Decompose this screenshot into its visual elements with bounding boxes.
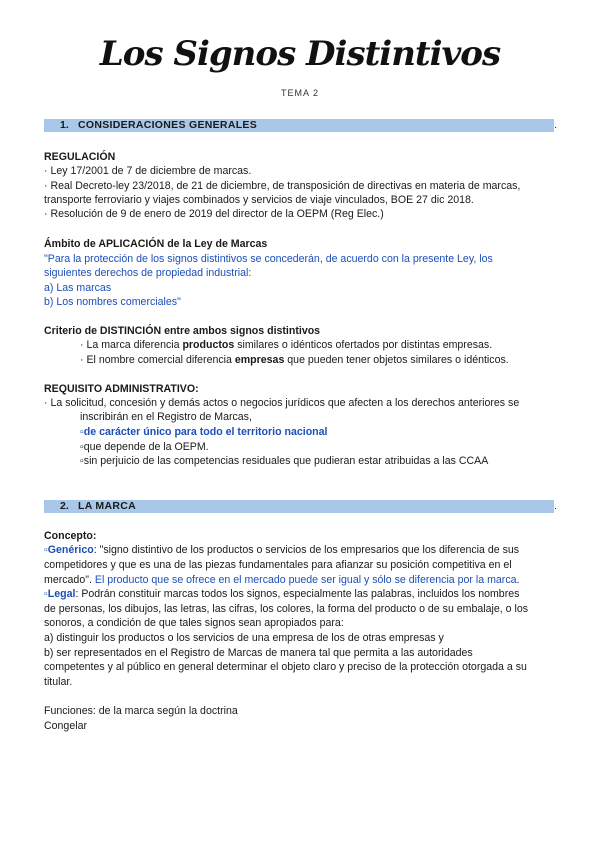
legal-item-b-1: b) ser representados en el Registro de Marcas de manera tal que permita a las autoridades [44, 647, 473, 659]
ambito-quote-b: siguientes derechos de propiedad industrial: [44, 267, 252, 279]
regulacion-line-2b: transporte ferroviario y viajes combinados y servicios de viaje vinculados, BOE 27 dic 2018. [44, 194, 474, 206]
requisito-line-b: inscribirán en el Registro de Marcas, [80, 411, 252, 423]
criterio-line-2-bold: empresas [234, 354, 285, 366]
generico-line-3-black: mercado". [44, 574, 95, 586]
regulacion-line-2a: · Real Decreto-ley 23/2018, de 21 de diciembre, de transposición de directivas en materia de marcas, [44, 180, 521, 192]
section-2-header [44, 500, 557, 513]
generico-line-1-text: : "signo distintivo de los productos o servicios de los empresarios que los diferencia de sus [93, 544, 520, 556]
bullet-marker: ▫ [44, 544, 48, 556]
requisito-bullet-3 [80, 455, 488, 468]
legal-line-2: de personas, los dibujos, las letras, las cifras, los colores, la forma del producto o de su embalaje, o los [44, 603, 529, 615]
funciones-line: Funciones: de la marca según la doctrina [44, 705, 238, 717]
section-1-header [44, 119, 557, 132]
criterio-line-2-pre: · El nombre comercial diferencia [80, 354, 235, 366]
regulacion-heading: REGULACIÓN [44, 151, 116, 163]
section-1-number: 1. [60, 119, 69, 131]
legal-item-b-2: competentes y al público en general determinar el objeto claro y preciso de la protección otorgada a su [44, 661, 527, 673]
generico-line-3-blue: El producto que se ofrece en el mercado puede ser igual y sólo se diferencia por la marca [94, 574, 517, 586]
generico-line-2: competidores y que es una de las piezas fundamentales para afianzar su posición competitiva en el [44, 559, 512, 571]
legal-line-1 [44, 588, 519, 601]
regulacion-line-3: · Resolución de 9 de enero de 2019 del director de la OEPM (Reg Elec.) [44, 208, 384, 220]
criterio-line-2 [80, 354, 509, 367]
legal-item-b-3: titular. [44, 676, 73, 688]
concepto-heading: Concepto: [44, 530, 97, 542]
criterio-line-1 [80, 339, 492, 352]
regulacion-line-1: · Ley 17/2001 de 7 de diciembre de marcas. [44, 165, 252, 177]
ambito-heading: Ámbito de APLICACIÓN de la Ley de Marcas [44, 238, 268, 250]
criterio-line-2-post: que pueden tener objetos similares o idénticos. [284, 354, 509, 366]
section-2-label: LA MARCA [78, 500, 137, 512]
requisito-bullet-3-text: sin perjuicio de las competencias residuales que pudieran estar atribuidas a las CCAA [83, 455, 489, 467]
bullet-marker: ▫ [44, 588, 48, 600]
section-2-number: 2. [60, 500, 69, 512]
criterio-line-1-pre: · La marca diferencia [80, 339, 183, 351]
section-2-trail: . [554, 500, 557, 512]
legal-item-a: a) distinguir los productos o los servicios de una empresa de los de otras empresas y [44, 632, 444, 644]
legal-line-1-text: : Podrán constituir marcas todos los signos, especialmente las palabras, incluidos los nombres [75, 588, 520, 600]
criterio-line-1-post: similares o idénticos ofertados por distintas empresas. [234, 339, 493, 351]
ambito-quote-a: "Para la protección de los signos distintivos se concederán, de acuerdo con la presente Ley, los [44, 253, 493, 265]
generico-line-3-end: . [516, 574, 520, 586]
requisito-bullet-2-text: que depende de la OEPM. [83, 441, 209, 453]
generico-label: Genérico [47, 544, 94, 556]
requisito-bullet-1-text: de carácter único para todo el territorio nacional [83, 426, 328, 438]
requisito-bullet-2 [80, 441, 209, 454]
page-subtitle: TEMA 2 [280, 88, 319, 98]
section-1-label: CONSIDERACIONES GENERALES [78, 119, 258, 131]
criterio-line-1-bold: productos [182, 339, 235, 351]
generico-line-1 [44, 544, 519, 557]
generico-line-3 [44, 574, 519, 587]
section-1-trail: . [554, 119, 557, 131]
page-title: Los Signos Distintivos [99, 34, 501, 74]
ambito-item-b: b) Los nombres comerciales" [44, 296, 181, 308]
bullet-marker: ▫ [80, 455, 84, 467]
requisito-line-a: · La solicitud, concesión y demás actos o negocios jurídicos que afecten a los derechos anteriores se [44, 397, 520, 409]
criterio-heading: Criterio de DISTINCIÓN entre ambos signos distintivos [44, 325, 321, 337]
bullet-marker: ▫ [80, 441, 84, 453]
congelar-line: Congelar [44, 720, 87, 732]
legal-line-3: sonoros, a condición de que tales signos sean apropiados para: [44, 617, 344, 629]
bullet-marker: ▫ [80, 426, 84, 438]
ambito-item-a: a) Las marcas [44, 282, 112, 294]
requisito-heading: REQUISITO ADMINISTRATIVO: [44, 383, 199, 395]
requisito-bullet-1 [80, 426, 327, 439]
legal-label: Legal [47, 588, 76, 600]
